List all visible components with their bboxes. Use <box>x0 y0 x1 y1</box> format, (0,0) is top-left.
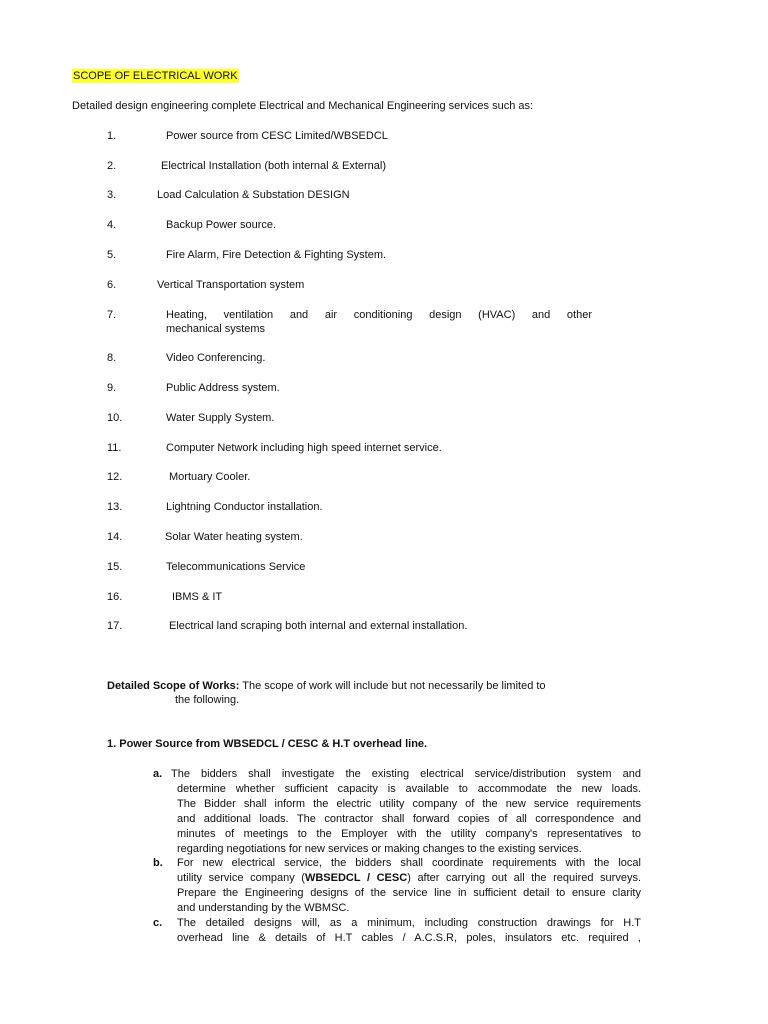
paragraph-b <box>153 856 641 916</box>
list-item-number: 5. <box>107 249 117 261</box>
list-item-number: 16. <box>107 591 123 603</box>
paragraph-c-label: c. <box>153 917 163 929</box>
list-item-number: 12. <box>107 471 123 483</box>
list-item-text: Heating, ventilation and air conditioning design (HVAC) and other <box>166 309 592 321</box>
list-item-number: 4. <box>107 219 117 231</box>
list-item-text: Load Calculation & Substation DESIGN <box>157 189 350 201</box>
list-item-text: Computer Network including high speed internet service. <box>166 442 442 454</box>
paragraph-a-line: regarding negotiations for new services or making changes to the existing services. <box>177 843 582 855</box>
list-item-number: 13. <box>107 501 123 513</box>
paragraph-a-line: The Bidder shall inform the electric utility company of the new service requirements <box>177 798 641 810</box>
list-item-text: Public Address system. <box>166 382 280 394</box>
detailed-scope-label: Detailed Scope of Works: <box>107 680 240 692</box>
list-item-number: 3. <box>107 189 117 201</box>
paragraph-a-label: a. <box>153 768 163 780</box>
paragraph-a-line: minutes of meetings to the Employer with the utility company's representatives to <box>177 828 641 840</box>
intro-text: Detailed design engineering complete Electrical and Mechanical Engineering services such as: <box>72 100 534 112</box>
list-item-text: Lightning Conductor installation. <box>166 501 323 513</box>
detailed-scope-paragraph <box>107 679 587 707</box>
paragraph-c-line: overhead line & details of H.T cables / A.C.S.R, poles, insulators etc. required , <box>177 932 641 944</box>
list-item-number: 6. <box>107 279 117 291</box>
list-item-number: 9. <box>107 382 117 394</box>
list-item-number: 11. <box>107 442 122 454</box>
paragraph-b-line: and understanding by the WBMSC. <box>177 902 350 914</box>
list-item-number: 10. <box>107 412 123 424</box>
section-1-heading: 1. Power Source from WBSEDCL / CESC & H.T overhead line. <box>107 738 428 750</box>
paragraph-b-line: utility service company (WBSEDCL / CESC) after carrying out all the required surveys. <box>177 872 642 884</box>
list-item-number: 17. <box>107 620 123 632</box>
list-item-text-continued: mechanical systems <box>166 323 266 335</box>
list-item-number: 15. <box>107 561 123 573</box>
list-item-number: 7. <box>107 309 117 321</box>
list-item-text: Water Supply System. <box>166 412 275 424</box>
paragraph-a-line: The bidders shall investigate the existing electrical service/distribution system and <box>171 768 641 780</box>
paragraph-a-line: and additional loads. The contractor shall forward copies of all correspondence and <box>177 813 641 825</box>
page-title: SCOPE OF ELECTRICAL WORK <box>73 70 238 82</box>
list-item-text: Electrical land scraping both internal and external installation. <box>169 620 468 632</box>
list-item-text: Power source from CESC Limited/WBSEDCL <box>166 130 388 142</box>
list-item-text: Fire Alarm, Fire Detection & Fighting System. <box>166 249 387 261</box>
list-item-text: Mortuary Cooler. <box>169 471 251 483</box>
list-item-text: Telecommunications Service <box>166 561 306 573</box>
paragraph-b-line: Prepare the Engineering designs of the service line in sufficient detail to ensure clarity <box>177 887 641 899</box>
list-item-number: 2. <box>107 160 117 172</box>
list-item-text: Backup Power source. <box>166 219 277 231</box>
list-item-number: 1. <box>107 130 117 142</box>
list-item-text: Solar Water heating system. <box>165 531 303 543</box>
paragraph-b-line: For new electrical service, the bidders shall coordinate requirements with the local <box>177 857 641 869</box>
paragraph-a <box>153 767 641 857</box>
list-item-text: Vertical Transportation system <box>157 279 305 291</box>
list-item-text: IBMS & IT <box>172 591 223 603</box>
paragraph-b-label: b. <box>153 857 163 869</box>
paragraph-a-line: determine whether sufficient capacity is available to accommodate the new loads. <box>177 783 641 795</box>
list-item-text: Video Conferencing. <box>166 352 266 364</box>
list-item-text: Electrical Installation (both internal & External) <box>161 160 386 172</box>
paragraph-c-line: The detailed designs will, as a minimum, including construction drawings for H.T <box>177 917 641 929</box>
list-item-number: 8. <box>107 352 117 364</box>
list-item-number: 14. <box>107 531 123 543</box>
detailed-scope-line2: the following. <box>175 694 240 706</box>
detailed-scope-text: The scope of work will include but not necessarily be limited to <box>239 680 546 692</box>
paragraph-c <box>153 916 641 946</box>
